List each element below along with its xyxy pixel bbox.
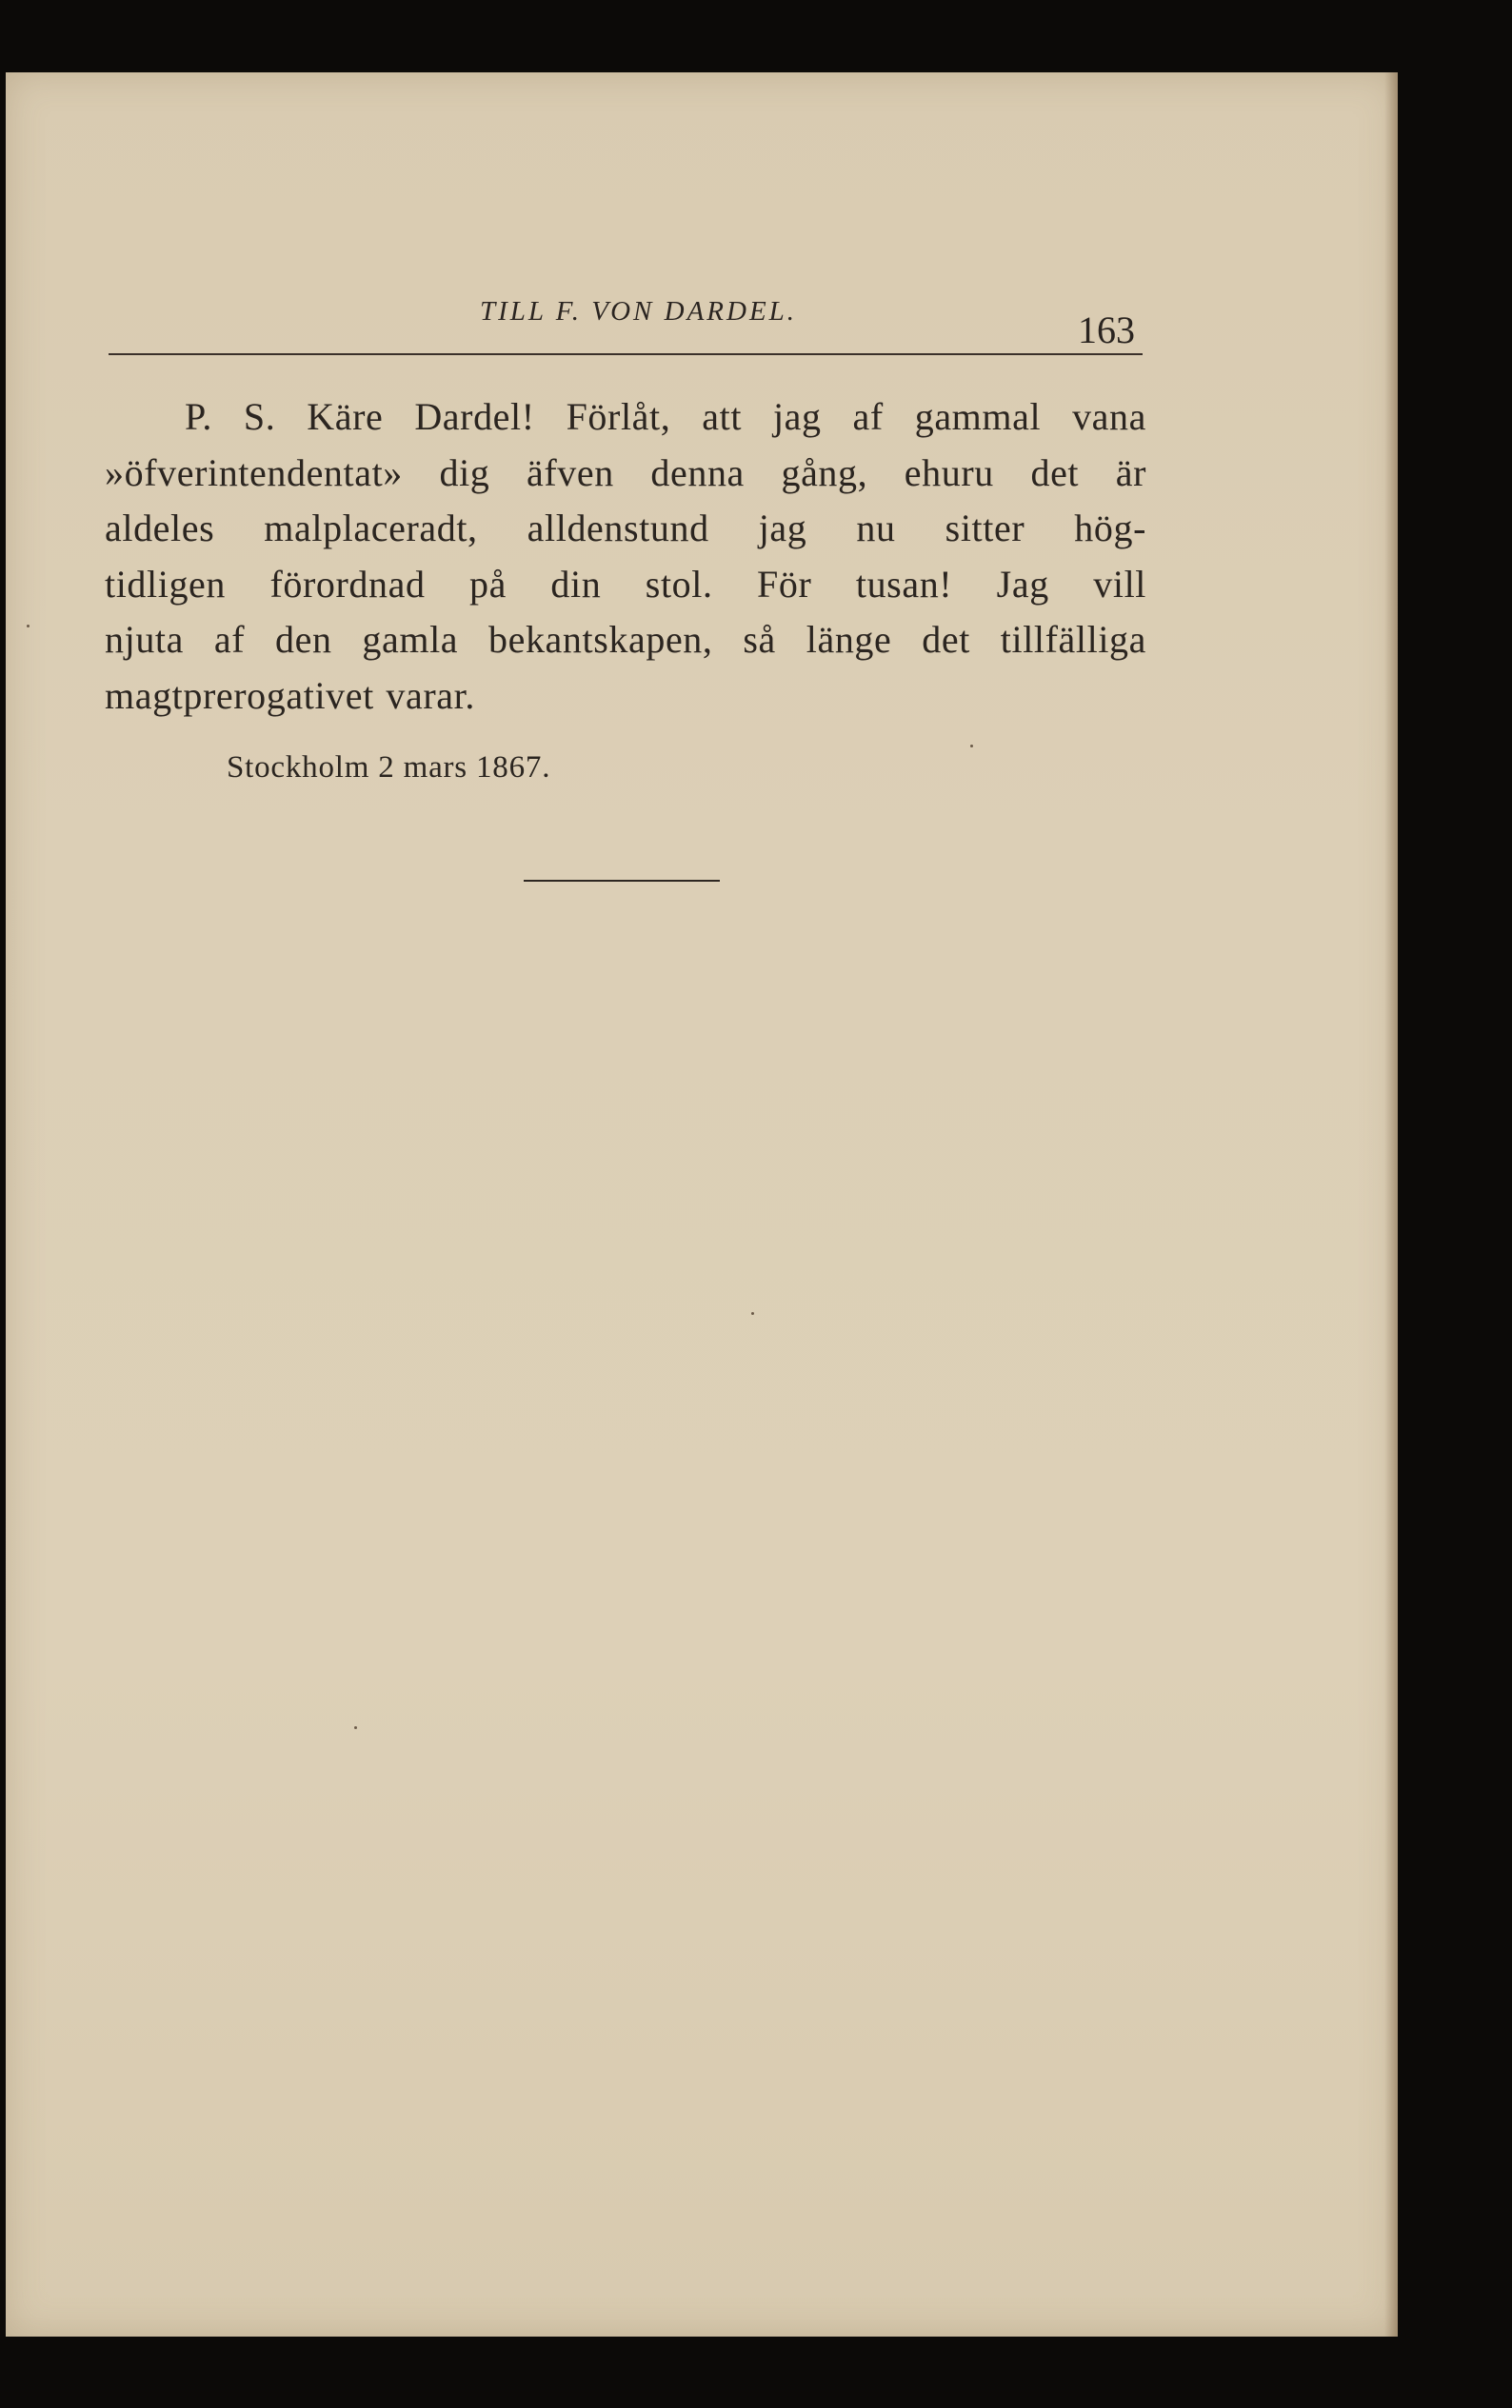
running-head [109,220,1143,355]
paper-speck [354,1726,357,1729]
paper-speck [27,625,30,627]
postscript-paragraph [105,389,1146,724]
place-and-date-signoff: Stockholm 2 mars 1867. [227,750,551,785]
paper-speck [970,745,973,747]
end-rule [524,880,720,882]
running-head-title: TILL F. VON DARDEL. [480,296,798,327]
text-line-2: »öfverintendentat» dig äfven denna gång, ehuru det är [105,450,1146,494]
paper-speck [751,1312,754,1315]
text-line-6: magtprerogativet varar. [105,673,475,717]
text-line-4: tidligen förordnad på din stol. För tusan! Jag vill [105,562,1146,606]
text-line-5: njuta af den gamla bekantskapen, så länge det tillfälliga [105,618,1146,661]
text-line-3: aldeles malplaceradt, alldenstund jag nu sitter hög- [105,507,1146,549]
page-number: 163 [1078,308,1135,351]
book-page [6,72,1398,2337]
page-edge-shadow [1384,72,1398,2337]
text-line-1: P. S. Käre Dardel! Förlåt, att jag af gammal vana [185,395,1146,438]
